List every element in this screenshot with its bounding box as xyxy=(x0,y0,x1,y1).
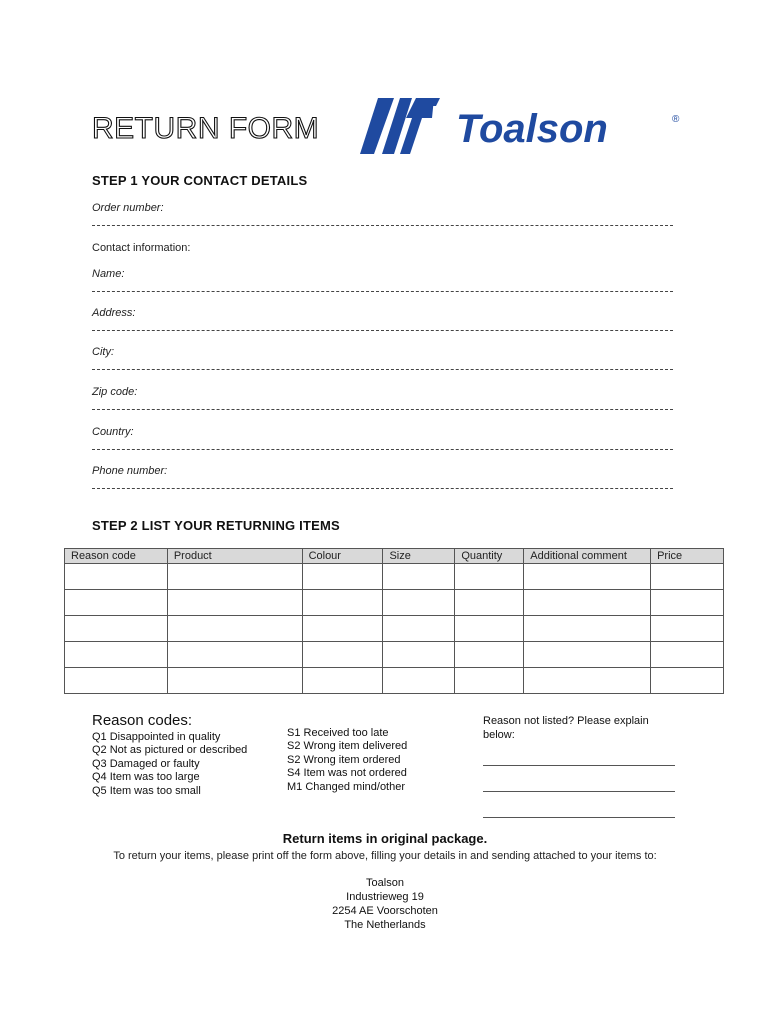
col-quantity: Quantity xyxy=(455,549,524,564)
list-item: M1 Changed mind/other xyxy=(287,780,406,793)
list-item: Q5 Item was too small xyxy=(92,784,201,797)
table-header-row xyxy=(65,549,724,564)
table-cell[interactable] xyxy=(383,564,455,590)
explain-line-1[interactable] xyxy=(483,765,675,766)
table-cell[interactable] xyxy=(455,564,524,590)
city-label: City: xyxy=(92,346,114,358)
order-number-line[interactable] xyxy=(92,225,673,226)
table-cell[interactable] xyxy=(65,616,168,642)
table-cell[interactable] xyxy=(455,642,524,668)
table-cell[interactable] xyxy=(167,590,302,616)
col-additional-comment: Additional comment xyxy=(524,549,651,564)
col-size: Size xyxy=(383,549,455,564)
table-cell[interactable] xyxy=(167,616,302,642)
table-cell[interactable] xyxy=(302,590,383,616)
col-colour: Colour xyxy=(302,549,383,564)
table-cell[interactable] xyxy=(302,564,383,590)
col-product: Product xyxy=(167,549,302,564)
reason-not-listed xyxy=(483,714,663,742)
list-item: Q3 Damaged or faulty xyxy=(92,757,200,770)
toalson-logo xyxy=(360,92,690,160)
explain-line-3[interactable] xyxy=(483,817,675,818)
step1-heading: STEP 1 YOUR CONTACT DETAILS xyxy=(92,173,308,188)
table-cell[interactable] xyxy=(65,642,168,668)
table-cell[interactable] xyxy=(524,590,651,616)
logo-bar xyxy=(418,98,440,106)
svg-text:®: ® xyxy=(672,114,680,125)
table-cell[interactable] xyxy=(302,616,383,642)
table-cell[interactable] xyxy=(383,590,455,616)
table-cell[interactable] xyxy=(651,668,724,694)
table-cell[interactable] xyxy=(302,642,383,668)
table-row xyxy=(65,642,724,668)
list-item: S2 Wrong item delivered xyxy=(287,740,408,753)
table-cell[interactable] xyxy=(167,564,302,590)
table-cell[interactable] xyxy=(383,616,455,642)
table-cell[interactable] xyxy=(651,590,724,616)
contact-info-label: Contact information: xyxy=(92,242,191,254)
table-row xyxy=(65,590,724,616)
table-row xyxy=(65,616,724,642)
address-line: Industrieweg 19 xyxy=(346,891,424,903)
zip-label: Zip code: xyxy=(92,386,138,398)
table-cell[interactable] xyxy=(383,668,455,694)
table-cell[interactable] xyxy=(383,642,455,668)
table-cell[interactable] xyxy=(302,668,383,694)
step2-heading: STEP 2 LIST YOUR RETURNING ITEMS xyxy=(92,518,340,533)
list-item: Q2 Not as pictured or described xyxy=(92,744,248,757)
address-line: 2254 AE Voorschoten xyxy=(332,905,438,917)
reason-codes-title: Reason codes: xyxy=(92,712,193,729)
col-price: Price xyxy=(651,549,724,564)
page-title: RETURN FORM xyxy=(92,112,320,145)
table-cell[interactable] xyxy=(651,564,724,590)
list-item: Q4 Item was too large xyxy=(92,771,200,784)
table-cell[interactable] xyxy=(455,668,524,694)
table-cell[interactable] xyxy=(65,668,168,694)
table-row xyxy=(65,668,724,694)
return-address xyxy=(0,876,770,932)
country-line[interactable] xyxy=(92,449,673,450)
country-label: Country: xyxy=(92,426,134,438)
table-cell[interactable] xyxy=(524,668,651,694)
return-instructions: To return your items, please print off the form above, filling your details in and sending attached to your items to: xyxy=(113,850,657,862)
table-cell[interactable] xyxy=(455,590,524,616)
address-line: Toalson xyxy=(366,877,404,889)
table-cell[interactable] xyxy=(524,564,651,590)
reason-not-listed-line2: below: xyxy=(483,729,515,741)
table-cell[interactable] xyxy=(65,590,168,616)
address-line[interactable] xyxy=(92,330,673,331)
list-item: S2 Wrong item ordered xyxy=(287,753,401,766)
table-cell[interactable] xyxy=(524,616,651,642)
address-label: Address: xyxy=(92,307,136,319)
table-row xyxy=(65,564,724,590)
table-cell[interactable] xyxy=(524,642,651,668)
name-label: Name: xyxy=(92,268,125,280)
table-cell[interactable] xyxy=(455,616,524,642)
list-item: S1 Received too late xyxy=(287,727,389,739)
phone-line[interactable] xyxy=(92,488,673,489)
phone-label: Phone number: xyxy=(92,465,168,477)
list-item: S4 Item was not ordered xyxy=(287,767,407,780)
logo-wordmark: Toalson xyxy=(456,107,608,151)
table-cell[interactable] xyxy=(167,668,302,694)
table-cell[interactable] xyxy=(167,642,302,668)
items-table xyxy=(64,548,724,694)
address-line: The Netherlands xyxy=(344,919,426,931)
table-cell[interactable] xyxy=(651,616,724,642)
s-codes-list xyxy=(287,727,407,794)
return-title: Return items in original package. xyxy=(282,831,488,846)
q-codes-list xyxy=(92,731,247,798)
table-cell[interactable] xyxy=(651,642,724,668)
table-cell[interactable] xyxy=(65,564,168,590)
explain-line-2[interactable] xyxy=(483,791,675,792)
zip-line[interactable] xyxy=(92,409,673,410)
reason-not-listed-line1: Reason not listed? Please explain xyxy=(483,715,649,727)
list-item: Q1 Disappointed in quality xyxy=(92,731,221,743)
name-line[interactable] xyxy=(92,291,673,292)
order-number-label: Order number: xyxy=(92,202,164,214)
col-reason-code: Reason code xyxy=(65,549,168,564)
city-line[interactable] xyxy=(92,369,673,370)
